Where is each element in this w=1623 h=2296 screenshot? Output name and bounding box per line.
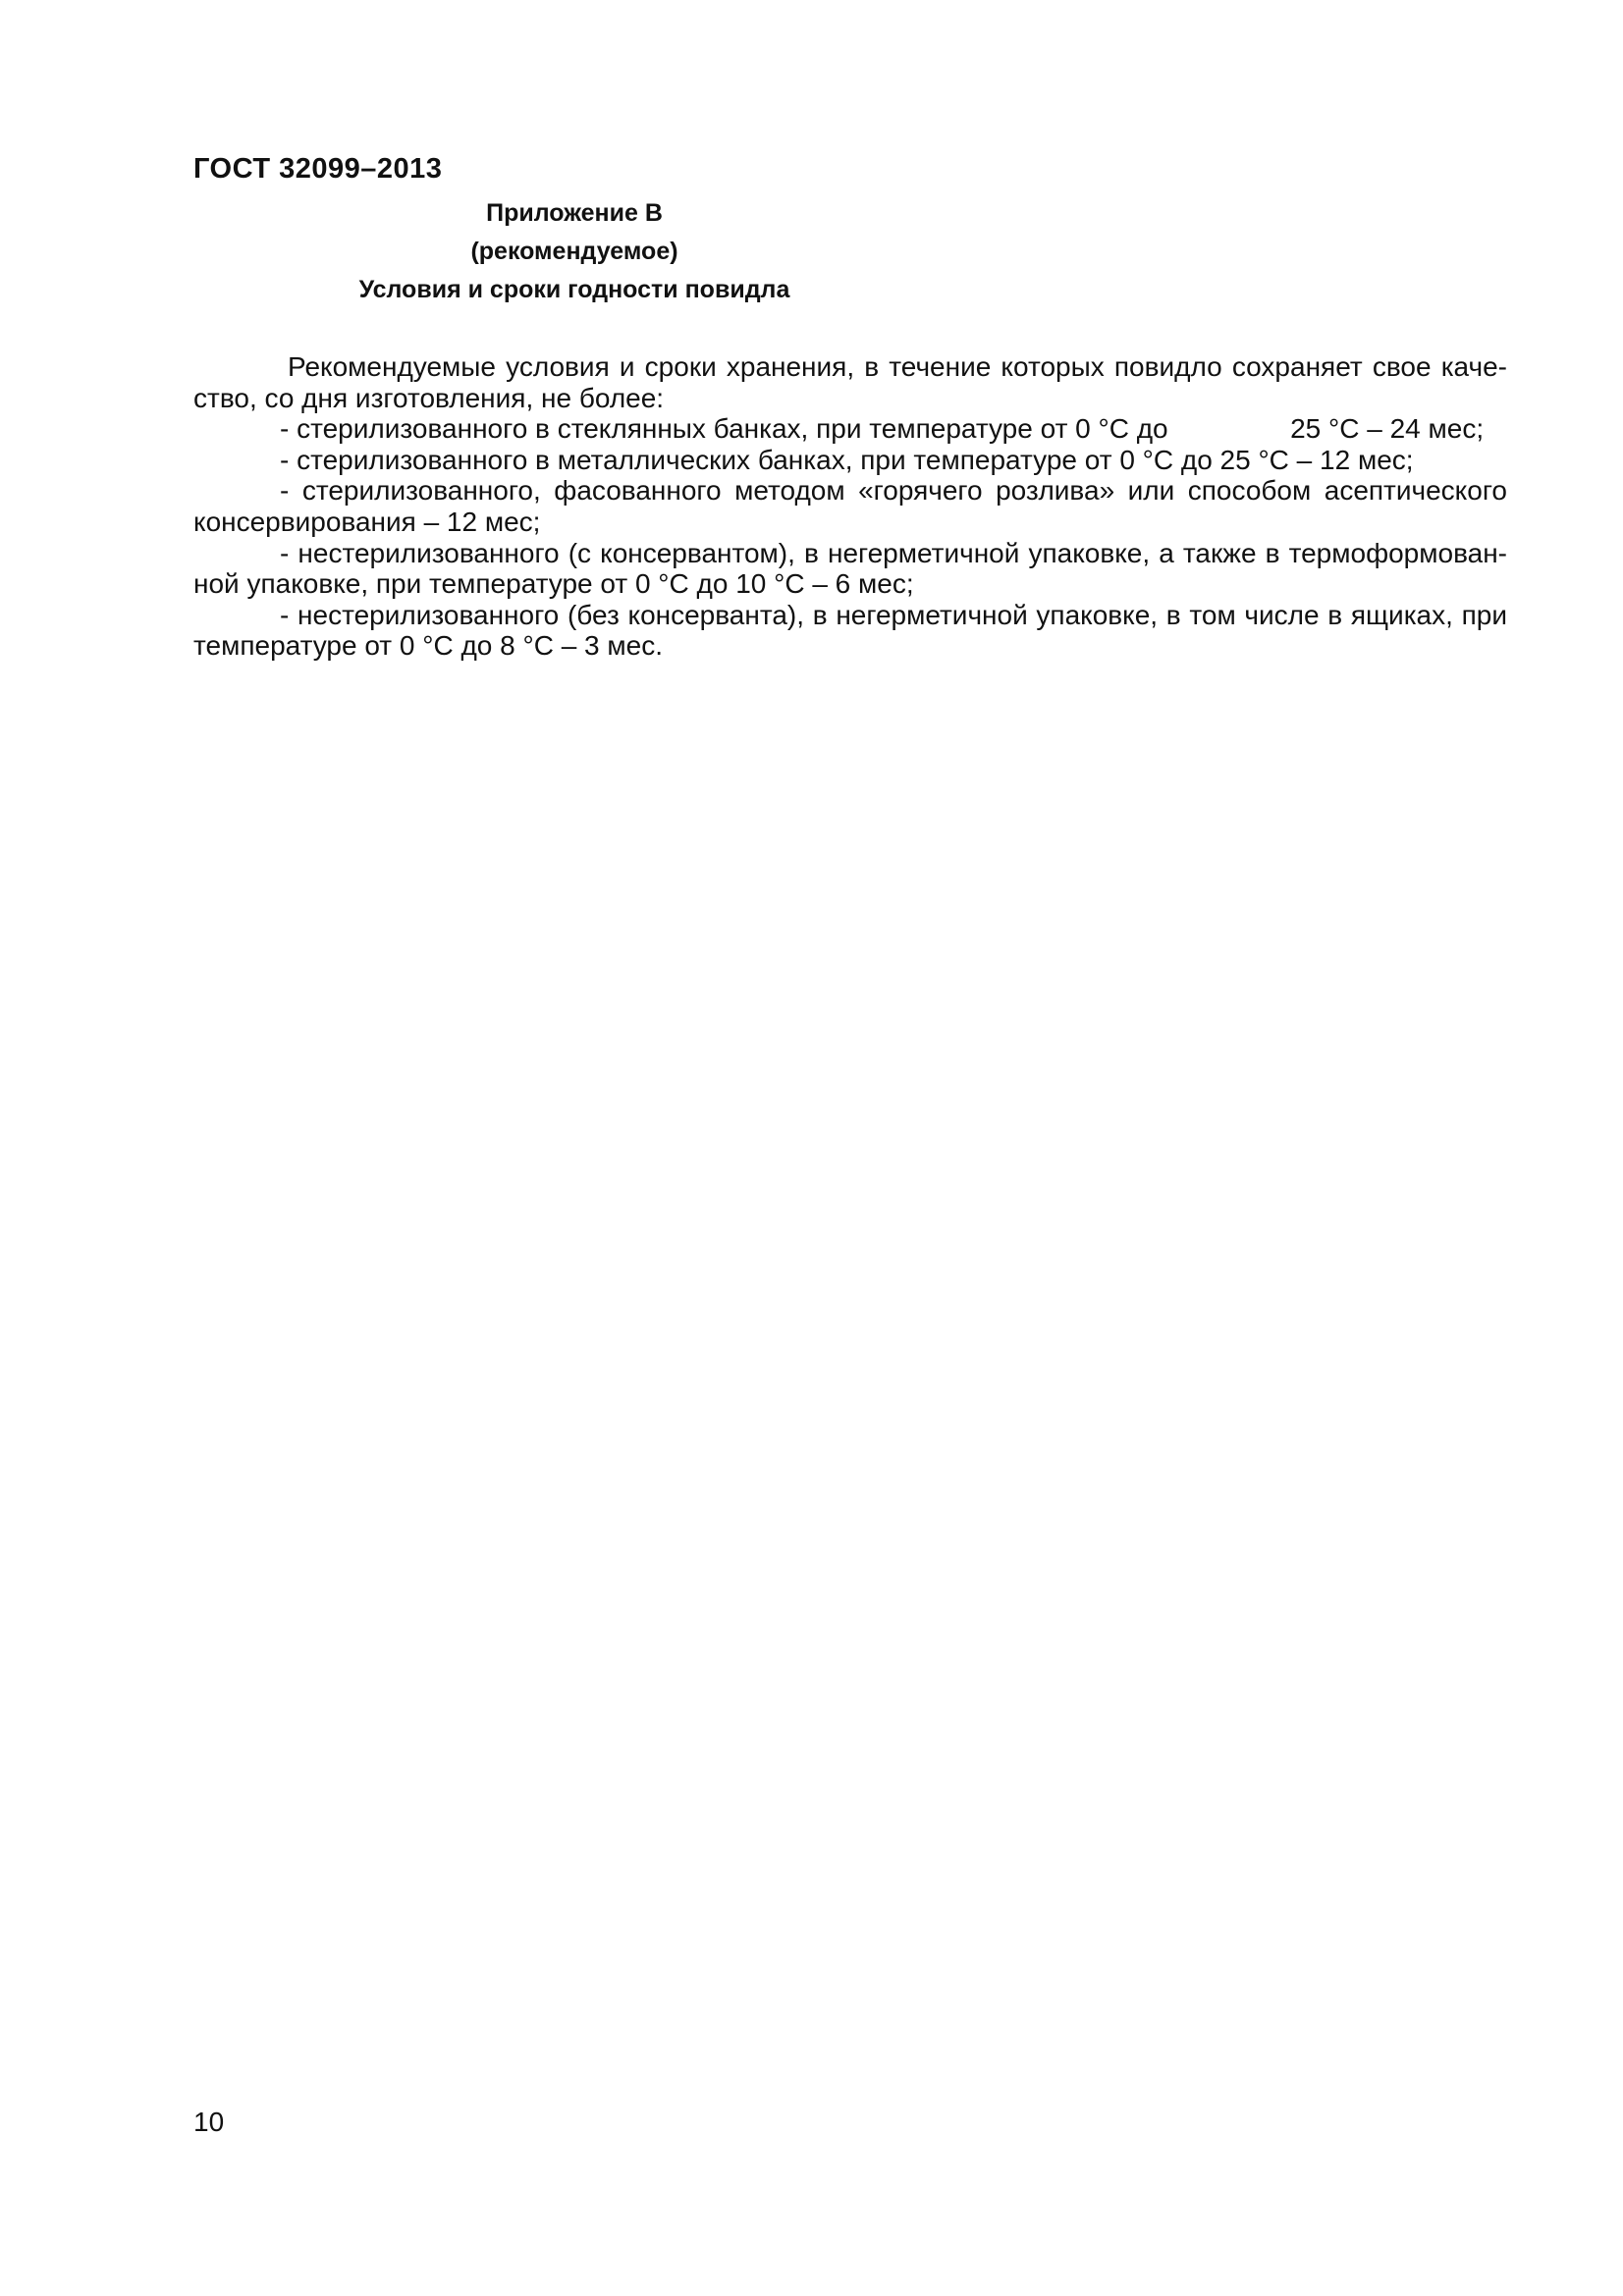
page-number: 10 [193, 2107, 225, 2137]
body-line: ной упаковке, при температуре от 0 °С до 10 °С – 6 мес; [193, 568, 914, 600]
body-line: консервирования – 12 мес; [193, 506, 541, 537]
appendix-title-block [193, 194, 955, 309]
doc-number: ГОСТ 32099–2013 [193, 153, 443, 185]
body-line: - нестерилизованного (без консерванта), в негерметичной упаковке, в том числе в ящиках, при [280, 599, 1507, 630]
body-line: Рекомендуемые условия и сроки хранения, в течение которых повидло сохраняет свое каче- [288, 351, 1507, 382]
appendix-type: (рекомендуемое) [470, 238, 678, 265]
body-line: - стерилизованного, фасованного методом «горячего розлива» или способом асептического [280, 475, 1507, 507]
body-line: - стерилизованного в металлических банках, при температуре от 0 °С до 25 °С – 12 мес; [280, 444, 1414, 475]
body-line: - нестерилизованного (с консервантом), в негерметичной упаковке, а также в термоформован- [280, 537, 1507, 568]
appendix-label: Приложение В [486, 199, 663, 227]
appendix-heading: Условия и сроки годности повидла [358, 276, 790, 303]
body-line: - стерилизованного в стеклянных банках, при температуре от 0 °С до 25 °С – 24 мес; [280, 413, 1485, 445]
body-line: температуре от 0 °С до 8 °С – 3 мес. [193, 630, 663, 662]
body-text [193, 351, 1507, 662]
body-line: ство, со дня изготовления, не более: [193, 382, 665, 413]
